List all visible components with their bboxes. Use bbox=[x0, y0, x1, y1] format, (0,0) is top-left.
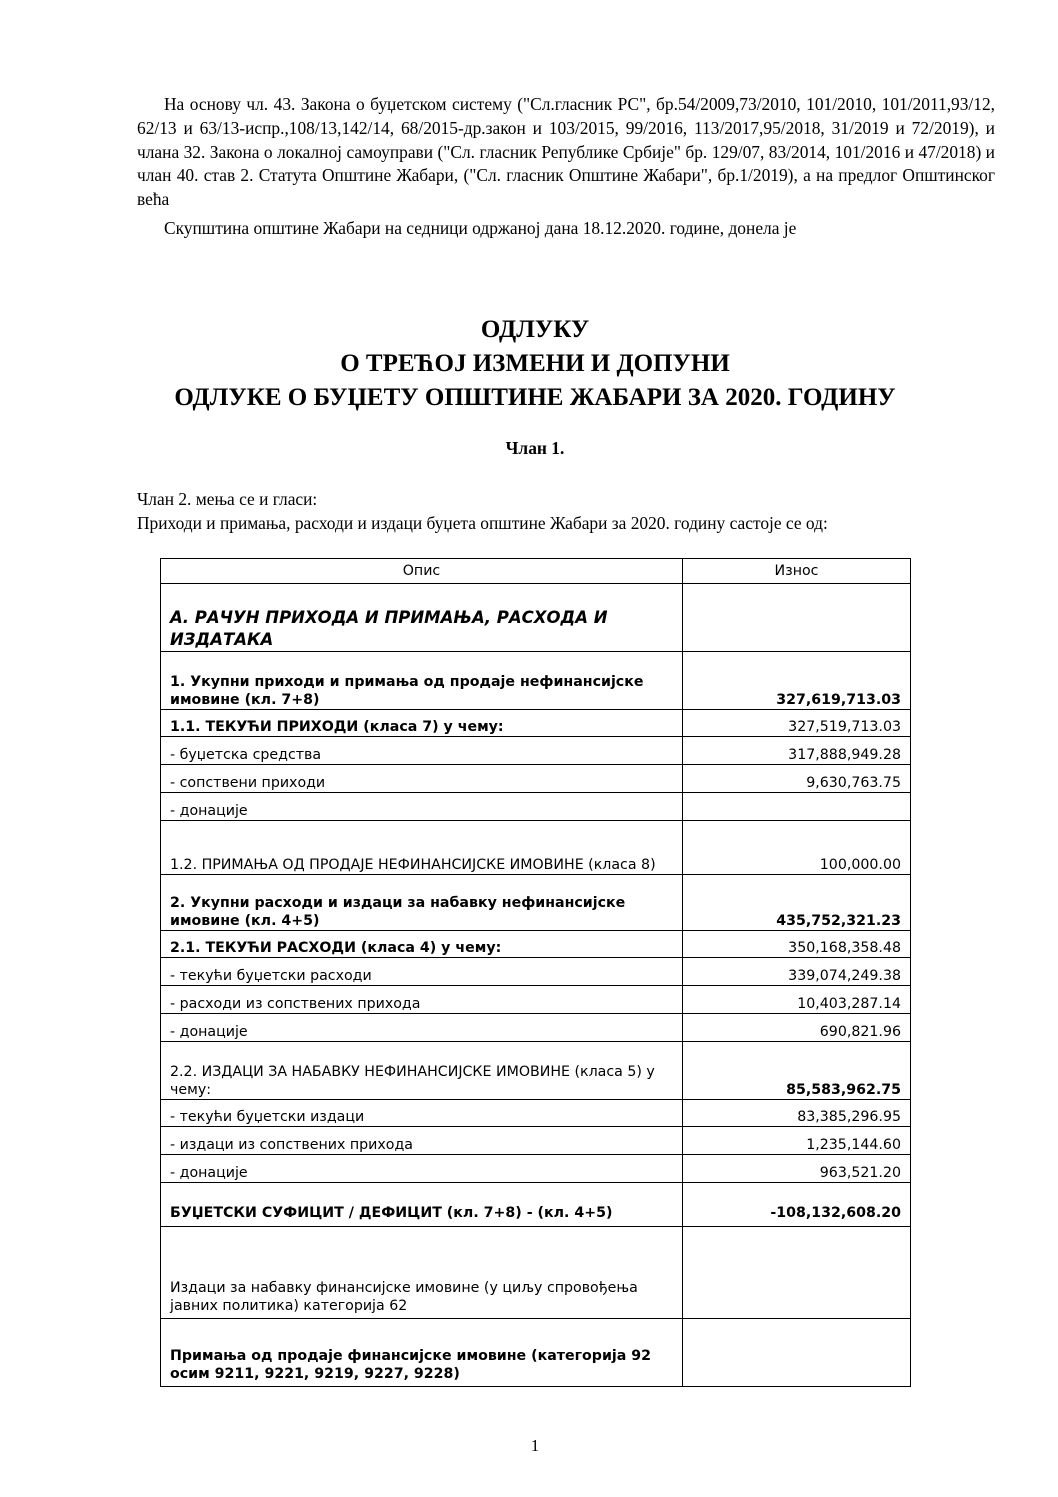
row-description: - донације bbox=[161, 793, 683, 821]
row-description: 2. Укупни расходи и издаци за набавку нефинансијске имовине (кл. 4+5) bbox=[161, 875, 683, 931]
table-row bbox=[161, 652, 911, 710]
table-row bbox=[161, 931, 911, 958]
row-amount bbox=[683, 1227, 911, 1319]
table-row bbox=[161, 986, 911, 1014]
row-amount: 85,583,962.75 bbox=[683, 1042, 911, 1100]
budget-table bbox=[160, 558, 911, 1387]
row-amount bbox=[683, 1319, 911, 1387]
column-header-amount: Износ bbox=[683, 559, 911, 584]
row-description: 1.1. ТЕКУЋИ ПРИХОДИ (класа 7) у чему: bbox=[161, 710, 683, 737]
table-row bbox=[161, 821, 911, 875]
title-line-2: О ТРЕЋОЈ ИЗМЕНИ И ДОПУНИ bbox=[340, 350, 730, 377]
row-amount: 9,630,763.75 bbox=[683, 765, 911, 793]
row-description: А. РАЧУН ПРИХОДА И ПРИМАЊА, РАСХОДА И ИЗДАТАКА bbox=[161, 584, 683, 652]
table-row bbox=[161, 1100, 911, 1127]
table-row bbox=[161, 710, 911, 737]
row-amount: 963,521.20 bbox=[683, 1155, 911, 1183]
table-row bbox=[161, 1319, 911, 1387]
row-amount: 1,235,144.60 bbox=[683, 1127, 911, 1155]
article-intro bbox=[137, 487, 1017, 535]
row-amount: 10,403,287.14 bbox=[683, 986, 911, 1014]
row-description: - донације bbox=[161, 1014, 683, 1042]
decision-title bbox=[100, 313, 970, 415]
row-description: 1. Укупни приходи и примања од продаје нефинансијске имовине (кл. 7+8) bbox=[161, 652, 683, 710]
table-row bbox=[161, 793, 911, 821]
row-description: 2.2. ИЗДАЦИ ЗА НАБАВКУ НЕФИНАНСИЈСКЕ ИМОВИНЕ (класа 5) у чему: bbox=[161, 1042, 683, 1100]
table-row bbox=[161, 765, 911, 793]
row-amount: 327,519,713.03 bbox=[683, 710, 911, 737]
article-heading: Члан 1. bbox=[505, 438, 565, 458]
table-row bbox=[161, 875, 911, 931]
row-amount: 317,888,949.28 bbox=[683, 737, 911, 765]
row-description: БУЏЕТСКИ СУФИЦИТ / ДЕФИЦИТ (кл. 7+8) - (кл. 4+5) bbox=[161, 1183, 683, 1227]
title-line-1: ОДЛУКУ bbox=[480, 316, 590, 343]
column-header-description: Опис bbox=[161, 559, 683, 584]
table-row bbox=[161, 1227, 911, 1319]
table-row bbox=[161, 1014, 911, 1042]
row-description: Издаци за набавку финансијске имовине (у циљу спровођења јавних политика) категорија 62 bbox=[161, 1227, 683, 1319]
row-description: - сопствени приходи bbox=[161, 765, 683, 793]
row-description: 2.1. ТЕКУЋИ РАСХОДИ (класа 4) у чему: bbox=[161, 931, 683, 958]
row-amount: 327,619,713.03 bbox=[683, 652, 911, 710]
table-row bbox=[161, 737, 911, 765]
row-amount: -108,132,608.20 bbox=[683, 1183, 911, 1227]
preamble-paragraph: На основу чл. 43. Закона о буџетском систему ("Сл.гласник РС", бр.54/2009,73/2010, 101/2010, 101/2011,93/12, 62/13 и 63/13-испр.,108/13,142/14, 68/2015-др.закон и 103/2015, 99/2016, 113/2017,95/2018, 31/2019 и 72/2019), и члана 32. Закона о локалној самоуправи ("Сл. гласник Републике Србије" бр. 129/07, 83/2014, 101/2016 и 47/2018) и члан 40. став 2. Статута Општине Жабари, ("Сл. гласник Општине Жабари", бр.1/2019), а на предлог Општинског већа bbox=[137, 94, 995, 210]
row-amount: 690,821.96 bbox=[683, 1014, 911, 1042]
table-row bbox=[161, 1042, 911, 1100]
row-amount: 339,074,249.38 bbox=[683, 958, 911, 986]
row-description: - текући буџетски расходи bbox=[161, 958, 683, 986]
row-description: - расходи из сопствених прихода bbox=[161, 986, 683, 1014]
row-amount bbox=[683, 584, 911, 652]
row-amount: 435,752,321.23 bbox=[683, 875, 911, 931]
row-amount bbox=[683, 793, 911, 821]
table-row bbox=[161, 1155, 911, 1183]
row-description: - донације bbox=[161, 1155, 683, 1183]
row-description: 1.2. ПРИМАЊА ОД ПРОДАЈЕ НЕФИНАНСИЈСКЕ ИМОВИНЕ (класа 8) bbox=[161, 821, 683, 875]
assembly-statement: Скупштина општине Жабари на седници одржаној дана 18.12.2020. године, донела је bbox=[164, 218, 797, 238]
row-description: Примања од продаје финансијске имовине (категорија 92 осим 9211, 9221, 9219, 9227, 9228) bbox=[161, 1319, 683, 1387]
table-row bbox=[161, 1183, 911, 1227]
table-row bbox=[161, 1127, 911, 1155]
row-description: - издаци из сопствених прихода bbox=[161, 1127, 683, 1155]
row-amount: 83,385,296.95 bbox=[683, 1100, 911, 1127]
row-amount: 100,000.00 bbox=[683, 821, 911, 875]
table-row bbox=[161, 958, 911, 986]
row-description: - буџетска средства bbox=[161, 737, 683, 765]
table-row bbox=[161, 584, 911, 652]
row-description: - текући буџетски издаци bbox=[161, 1100, 683, 1127]
intro-line-2: Приходи и примања, расходи и издаци буџета општине Жабари за 2020. годину састоје се од: bbox=[137, 513, 828, 533]
intro-line-1: Члан 2. мења се и гласи: bbox=[137, 489, 318, 509]
title-line-3: ОДЛУКЕ О БУЏЕТУ ОПШТИНЕ ЖАБАРИ ЗА 2020. ГОДИНУ bbox=[174, 384, 896, 411]
row-amount: 350,168,358.48 bbox=[683, 931, 911, 958]
table-header-row bbox=[161, 559, 911, 584]
page-number: 1 bbox=[530, 1436, 540, 1455]
